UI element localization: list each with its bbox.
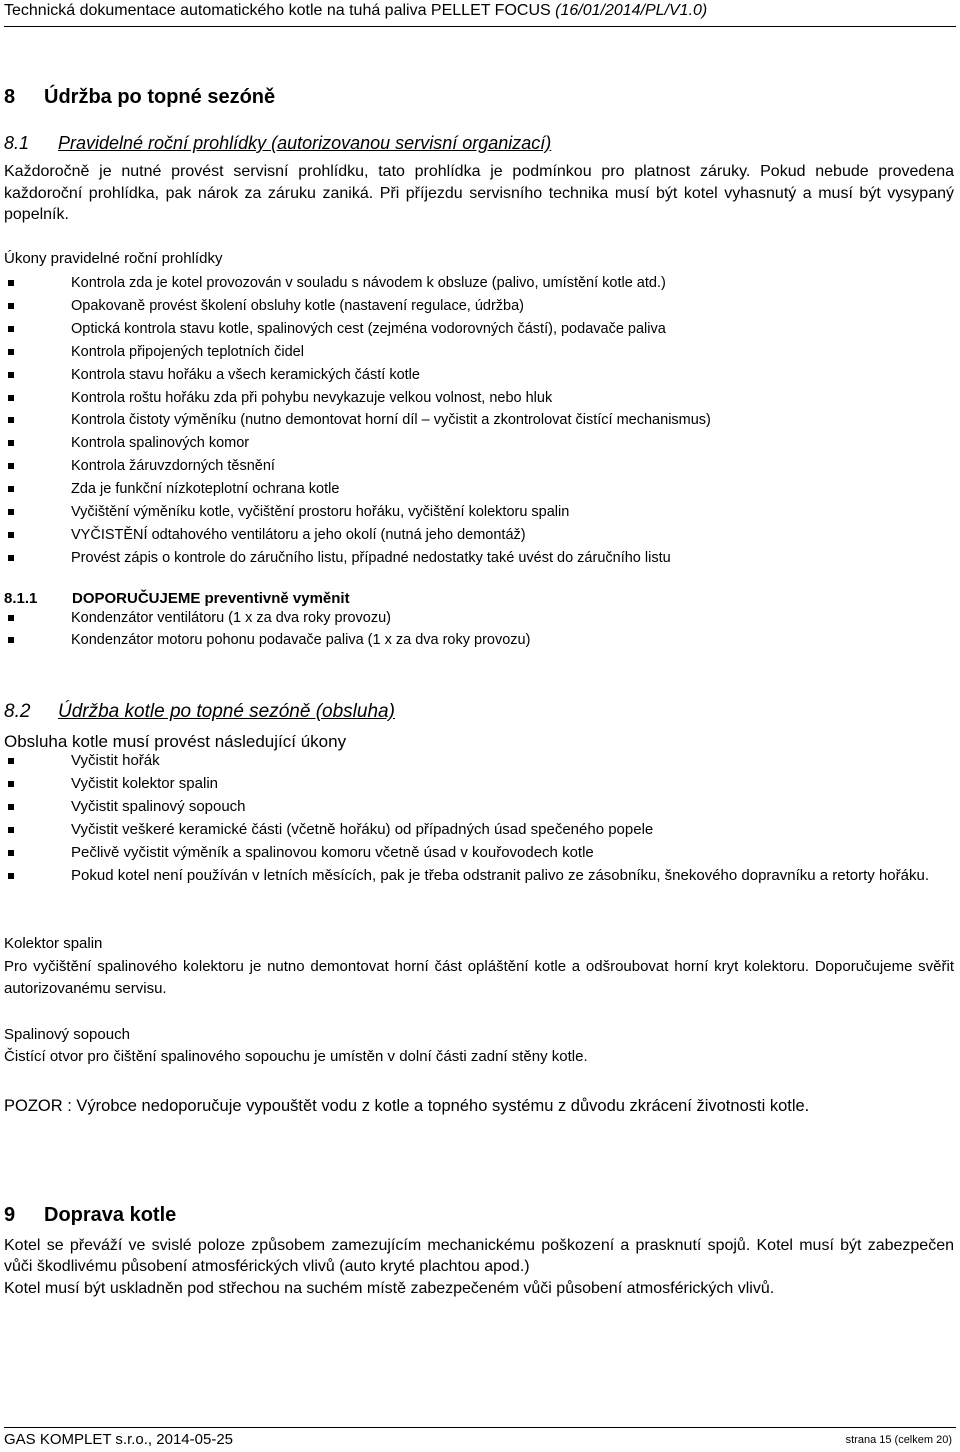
list-item-text: Kondenzátor motoru pohonu podavače paliva (1 x za dva roky provozu) <box>71 632 531 649</box>
list-item-text: Vyčistit kolektor spalin <box>71 774 218 792</box>
list-item <box>0 387 956 410</box>
list-item <box>0 272 956 295</box>
section-number: 8 <box>4 86 16 108</box>
annual-inspection-intro: Každoročně je nutné provést servisní prohlídku, tato prohlídka je podmínkou pro platnost záruky. Pokud nebude provedena každoroční prohlídka, pak nárok za záruku zaniká. Při příjezdu servisního technika musí být kotel vyhasnutý a musí být vysypaný popelník. <box>4 163 954 223</box>
square-bullet-icon <box>8 349 14 355</box>
list-item <box>0 364 956 387</box>
list-item <box>0 629 956 651</box>
section-8-1-heading <box>4 133 551 154</box>
list-item <box>0 295 956 318</box>
square-bullet-icon <box>8 615 14 621</box>
storage-text: Kotel musí být uskladněn pod střechou na suchém místě zabezpečeném vůči působení atmosférických vlivů. <box>4 1280 775 1297</box>
page-header <box>4 0 956 27</box>
list-item-text: Optická kontrola stavu kotle, spalinových cest (zejména vodorovných částí), podavače paliva <box>71 320 666 337</box>
list-item-text: Kondenzátor ventilátoru (1 x za dva roky provozu) <box>71 610 391 626</box>
section-9-heading <box>4 1204 176 1227</box>
section-8-2-heading <box>4 701 395 723</box>
square-bullet-icon <box>8 486 14 492</box>
list-item-text: Kontrola čistoty výměníku (nutno demontovat horní díl – vyčistit a zkontrolovat čistící mechanismus) <box>71 412 711 429</box>
operator-tasks-intro: Obsluha kotle musí provést následující úkony <box>4 732 347 751</box>
list-item-text: Kontrola žáruvzdorných těsnění <box>71 458 275 475</box>
flue-text: Čistící otvor pro čištění spalinového sopouchu je umístěn v dolní části zadní stěny kotle. <box>4 1048 588 1065</box>
list-item-text: VYČISTĚNÍ odtahového ventilátoru a jeho okolí (nutná jeho demontáž) <box>71 526 526 543</box>
list-item-text: Pečlivě vyčistit výměník a spalinovou komoru včetně úsad v kouřovodech kotle <box>71 843 594 861</box>
list-item-text: Kontrola roštu hořáku zda při pohybu nevykazuje velkou volnost, nebo hluk <box>71 389 553 406</box>
square-bullet-icon <box>8 758 14 764</box>
list-item-text: Provést zápis o kontrole do záručního listu, případné nedostatky také uvést do záručního listu <box>71 549 671 566</box>
list-item-text: Kontrola zda je kotel provozován v souladu s návodem k obsluze (palivo, umístění kotle atd.) <box>71 275 666 291</box>
collector-heading: Kolektor spalin <box>4 935 103 952</box>
list-item <box>0 432 956 455</box>
footer-page-number: strana 15 (celkem 20) <box>845 1434 952 1446</box>
square-bullet-icon <box>8 326 14 332</box>
page-footer <box>4 1427 956 1452</box>
list-item-text: Vyčištění výměníku kotle, vyčištění prostoru hořáku, vyčištění kolektoru spalin <box>71 504 570 521</box>
section-8-heading <box>4 86 275 109</box>
square-bullet-icon <box>8 850 14 856</box>
list-item <box>0 796 956 819</box>
square-bullet-icon <box>8 637 14 643</box>
square-bullet-icon <box>8 509 14 515</box>
square-bullet-icon <box>8 463 14 469</box>
section-number: 8.1.1 <box>4 590 38 607</box>
square-bullet-icon <box>8 827 14 833</box>
square-bullet-icon <box>8 555 14 561</box>
section-title: Doprava kotle <box>44 1204 177 1226</box>
list-item <box>0 409 956 432</box>
square-bullet-icon <box>8 395 14 401</box>
list-item <box>0 865 956 888</box>
list-item-text: Kontrola spalinových komor <box>71 435 250 452</box>
preventive-replacement-list <box>0 607 956 652</box>
list-item <box>0 773 956 796</box>
square-bullet-icon <box>8 532 14 538</box>
list-item <box>0 607 956 629</box>
section-title: Pravidelné roční prohlídky (autorizovanou servisní organizací) <box>58 133 552 153</box>
square-bullet-icon <box>8 873 14 879</box>
flue-heading: Spalinový sopouch <box>4 1026 130 1043</box>
footer-company: GAS KOMPLET s.r.o., 2014-05-25 <box>4 1431 233 1448</box>
square-bullet-icon <box>8 781 14 787</box>
list-item <box>0 750 956 773</box>
square-bullet-icon <box>8 372 14 378</box>
list-item-text: Vyčistit hořák <box>71 752 160 769</box>
list-item-text: Pokud kotel není používán v letních měsících, pak je třeba odstranit palivo ze zásobníku, šnekového dopravníku a retorty hořáku. <box>71 866 929 884</box>
list-item <box>0 501 956 524</box>
list-item-text: Kontrola připojených teplotních čidel <box>71 343 304 360</box>
header-title: Technická dokumentace automatického kotle na tuhá paliva PELLET FOCUS <box>4 2 556 19</box>
warning-text: POZOR : Výrobce nedoporučuje vypouštět vodu z kotle a topného systému z důvodu zkrácení životnosti kotle. <box>4 1097 810 1115</box>
list-item-text: Opakovaně provést školení obsluhy kotle (nastavení regulace, údržba) <box>71 297 524 314</box>
square-bullet-icon <box>8 303 14 309</box>
section-8-1-1-heading <box>4 590 350 607</box>
section-number: 9 <box>4 1204 16 1226</box>
square-bullet-icon <box>8 440 14 446</box>
list-item <box>0 819 956 842</box>
list-item <box>0 547 956 570</box>
list-item <box>0 318 956 341</box>
section-title: Údržba po topné sezóně <box>44 86 276 108</box>
square-bullet-icon <box>8 804 14 810</box>
list-item <box>0 455 956 478</box>
section-title: Údržba kotle po topné sezóně (obsluha) <box>58 701 395 722</box>
tasks-heading: Úkony pravidelné roční prohlídky <box>4 250 223 267</box>
section-number: 8.2 <box>4 701 31 722</box>
section-title: DOPORUČUJEME preventivně vyměnit <box>72 590 350 607</box>
list-item-text: Zda je funkční nízkoteplotní ochrana kotle <box>71 481 340 498</box>
list-item-text: Vyčistit spalinový sopouch <box>71 797 246 815</box>
header-version: (16/01/2014/PL/V1.0) <box>555 2 708 19</box>
list-item-text: Vyčistit veškeré keramické části (včetně hořáku) od případných úsad spečeného popele <box>71 820 654 838</box>
list-item <box>0 478 956 501</box>
list-item-text: Kontrola stavu hořáku a všech keramických částí kotle <box>71 366 420 383</box>
list-item <box>0 524 956 547</box>
collector-text: Pro vyčištění spalinového kolektoru je nutno demontovat horní část opláštění kotle a odšroubovat horní kryt kolektoru. Doporučujeme svěřit autorizovanému servisu. <box>4 958 954 998</box>
square-bullet-icon <box>8 280 14 286</box>
square-bullet-icon <box>8 417 14 423</box>
section-number: 8.1 <box>4 133 30 153</box>
operator-tasks-list <box>0 750 956 887</box>
transport-text: Kotel se převáží ve svislé poloze způsobem zamezujícím mechanickému poškození a prasknutí spojů. Kotel musí být zabezpečen vůči škodlivému působení atmosférických vlivů (auto kryté plachtou apod.) <box>4 1237 954 1275</box>
list-item <box>0 842 956 865</box>
list-item <box>0 341 956 364</box>
annual-tasks-list <box>0 272 956 570</box>
